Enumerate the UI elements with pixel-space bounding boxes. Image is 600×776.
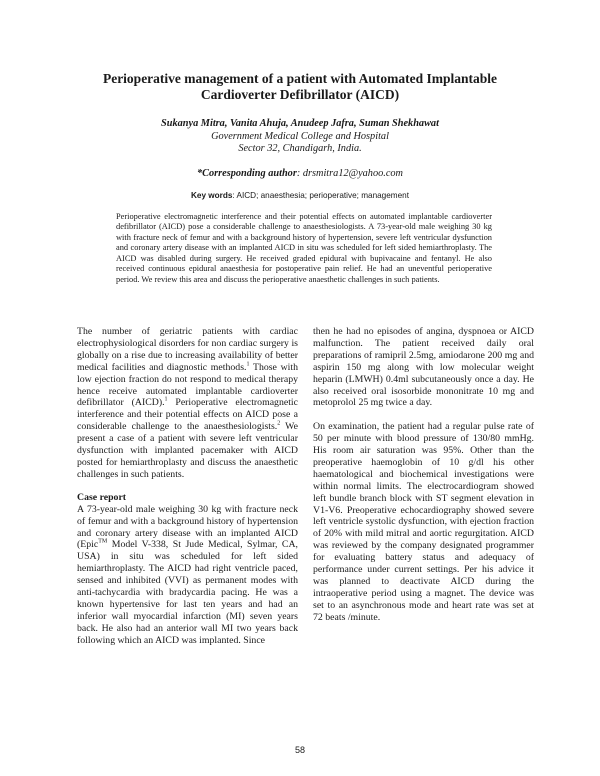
paper-title	[60, 71, 540, 103]
case-report-heading: Case report	[77, 491, 127, 503]
corresponding-label: *Corresponding author	[196, 168, 297, 179]
affiliation-line-1: Government Medical College and Hospital	[211, 130, 389, 142]
citation-ref: 1	[246, 361, 250, 368]
examination-paragraph: On examination, the patient had a regular pulse rate of 50 per minute with blood pressure of 130/80 mmHg. His room air saturation was 95%. Other than the preoperative haemoglobin of 10 g/dl his other haematological and biochemical investigations were within normal limits. The electrocardiogram showed left bundle branch block with ST segment elevation in V1-V6. Preoperative echocardiography showed severe left ventricle systolic dysfunction, with ejection fraction of 20% with mild mitral and aortic regurgitation. AICD was reviewed by the company designated programmer for evaluating battery status and adequacy of performance under current settings. Per his advice it was planned to deactivate AICD during the intraoperative period using a magnet. The device was set to an asynchronous mode and heart rate was set at 72 beats /minute.	[313, 421, 534, 623]
right-column	[313, 326, 534, 624]
intro-text-c: Perioperative electromagnetic interference and their potential effects on AICD pose a considerable challenge to the anaesthesiologists.	[77, 397, 298, 433]
author-names: Sukanya Mitra, Vanita Ahuja, Anudeep Jafra, Suman Shekhawat	[161, 118, 439, 129]
left-column	[77, 326, 298, 647]
affiliation-line-2: Sector 32, Chandigarh, India.	[238, 143, 362, 154]
intro-text-b: Those with low ejection fraction do not respond to medical therapy hence receive automated implantable cardioverter defibrillator (AICD).	[77, 361, 298, 409]
intro-text-d: We present a case of a patient with severe left ventricular dysfunction with implanted pacemaker with AICD posted for hemiarthroplasty and discuss the anaesthetic challenges in such patients.	[77, 421, 298, 480]
case-text-a: A 73-year-old male weighing 30 kg with fracture neck of femur and with a background history of hypertension and coronary artery disease with an implanted AICD (Epic	[77, 503, 298, 551]
keywords-label: Key words	[191, 191, 233, 200]
trademark-mark: TM	[98, 539, 108, 546]
keywords	[60, 191, 540, 200]
intro-text-a: The number of geriatric patients with cardiac electrophysiological disorders for non cardiac surgery is globally on a rise due to increasing availability of better medical facilities and diagnostic methods.	[77, 326, 298, 373]
author-block	[60, 118, 540, 156]
title-line-1: Perioperative management of a patient with Automated Implantable	[102, 71, 498, 86]
introduction-paragraph	[77, 326, 298, 481]
keywords-value: : AICD; anaesthesia; perioperative; management	[232, 191, 409, 200]
case-report-paragraph	[77, 504, 298, 647]
medication-paragraph: then he had no episodes of angina, dyspnoea or AICD malfunction. The patient received daily oral preparations of ramipril 2.5mg, amiodarone 200 mg and aspirin 150 mg along with low molecular weight heparin (LMWH) 0.4ml subcutaneously once a day. He also received oral isosorbide mononitrate 10 mg and metoprolol 25 mg twice a day.	[313, 326, 534, 409]
citation-ref: 2	[277, 420, 281, 427]
title-line-2: Cardioverter Defibrillator (AICD)	[200, 87, 400, 102]
corresponding-author	[60, 168, 540, 179]
case-text-b: Model V-338, St Jude Medical, Sylmar, CA, USA) in situ was scheduled for left sided hemiarthroplasty. The AICD had right ventricle paced, sensed and inhibited (VVI) as permanent modes with anti-tachycardia with bradycardia pacing. He was a known hypertensive for last ten years and had an inferior wall myocardial infarction (MI) seven years back. He also had an anterior wall MI two years back following which an AICD was implanted. Since	[77, 539, 298, 646]
citation-ref: 1	[164, 397, 168, 404]
page-number: 58	[294, 745, 305, 755]
corresponding-email: : drsmitra12@yahoo.com	[296, 168, 403, 179]
abstract: Perioperative electromagnetic interference and their potential effects on automated implantable cardioverter defibrillator (AICD) pose a considerable challenge to anaesthesiologists. A 73-year-old male weighing 30 kg with fracture neck of femur and with a background history of hypertension, severe left ventricular dysfunction and coronary artery disease with an implanted AICD in situ was scheduled for left sided hemiarthroplasty. The AICD was disabled during surgery. He received graded epidural with bupivacaine and fentanyl. He also received continuous epidural anaesthesia for postoperative pain relief. He had an uneventful perioperative period. We review this area and discuss the perioperative anaesthetic challenges in such patients.	[116, 212, 492, 284]
